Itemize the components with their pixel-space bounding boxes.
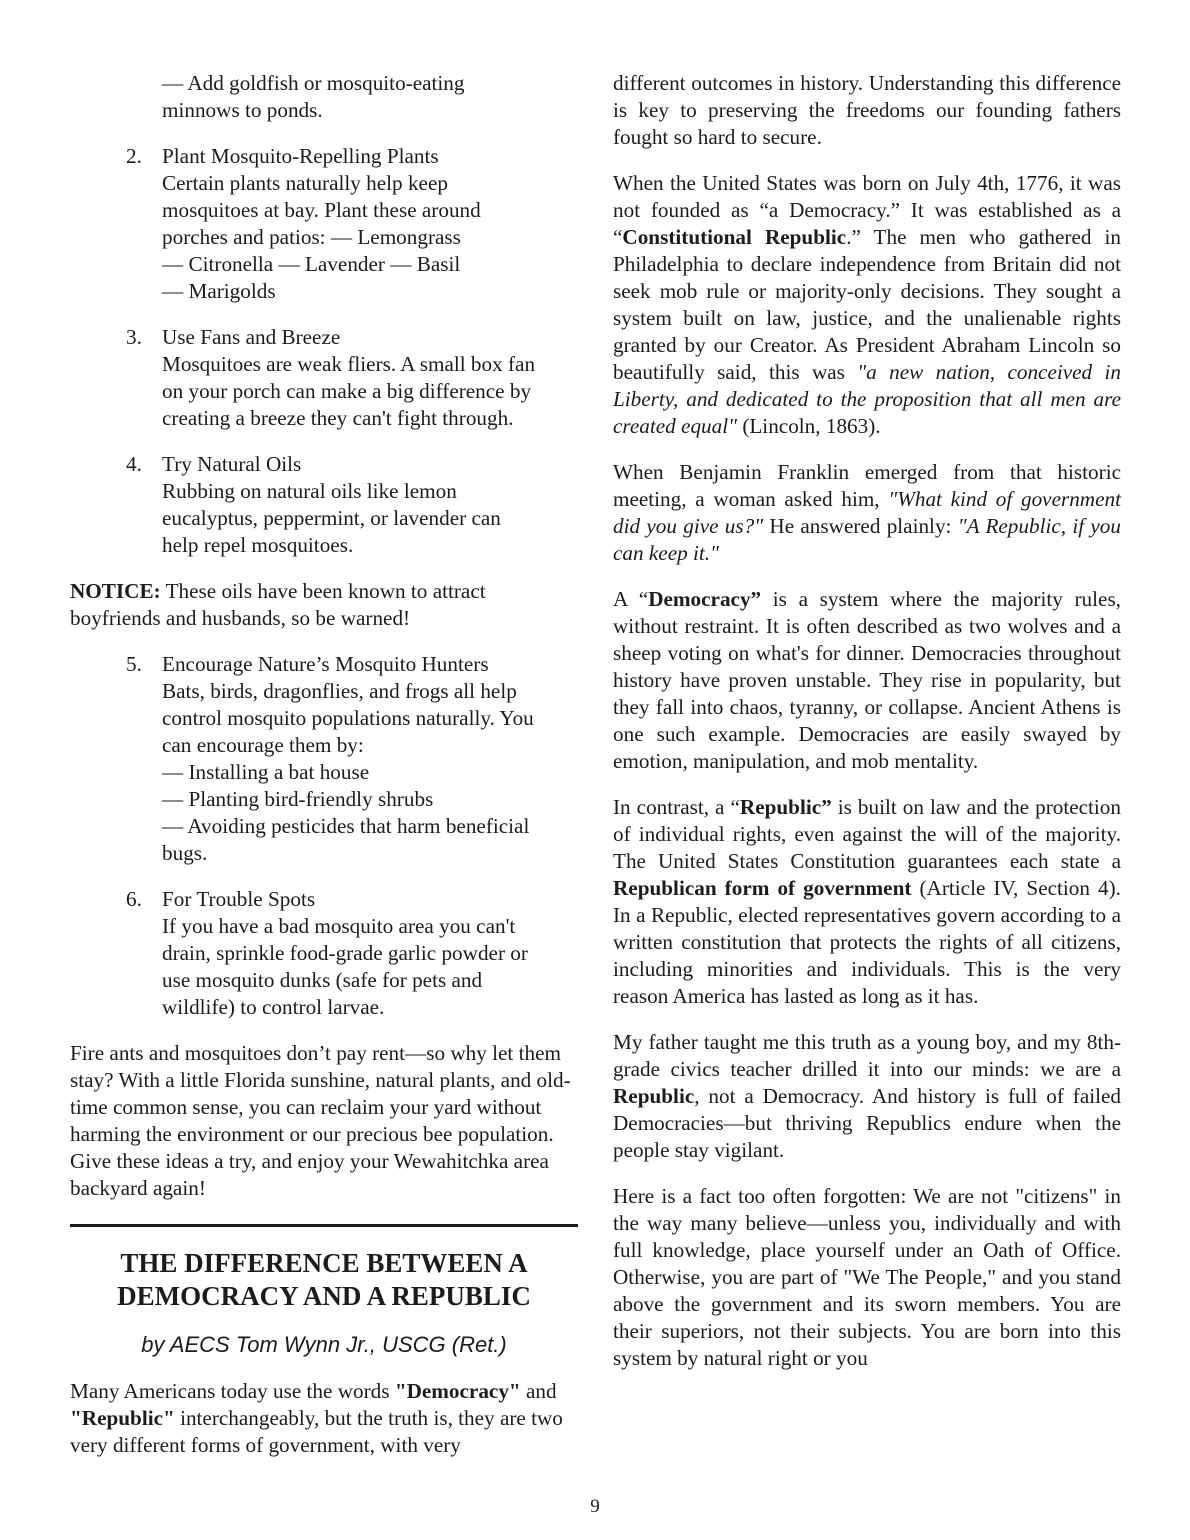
body-paragraph xyxy=(613,586,1121,775)
item-line: Rubbing on natural oils like lemon xyxy=(162,479,457,503)
item-line: help repel mosquitoes. xyxy=(162,533,354,557)
body-paragraph: different outcomes in history. Understanding this difference is key to preserving the freedoms our founding fathers fought so hard to secure. xyxy=(613,71,1121,149)
article-title-line: DEMOCRACY AND A REPUBLIC xyxy=(117,1281,531,1311)
bold-run: "Democracy" xyxy=(394,1379,521,1403)
body-paragraph xyxy=(613,794,1121,1010)
item-line: porches and patios: — Lemongrass xyxy=(162,225,461,249)
text-run: .” The men who gathered in Philadelphia to declare independence from Britain did not seek mob rule or majority-only decisions. They sought a system built on law, justice, and the unalienable rights granted by our Creator. As President Abraham Lincoln so beautifully said, this was xyxy=(613,225,1121,384)
text-run: and xyxy=(520,1379,557,1403)
quote-run: "A Republic, if you can keep it." xyxy=(613,514,1121,565)
text-run: (Article IV, Section 4). In a Republic, elected representatives govern according to a written constitution that protects the rights of all citizens, including minorities and individuals. This is the very reason America has lasted as long as it has. xyxy=(613,876,1121,1008)
item-line: use mosquito dunks (safe for pets and xyxy=(162,968,483,992)
quote-run: "a new nation, conceived in Liberty, and dedicated to the proposition that all men are created equal" xyxy=(613,360,1122,438)
text-run: A “ xyxy=(613,587,649,611)
article-title-line: THE DIFFERENCE BETWEEN A xyxy=(120,1248,528,1278)
item-line: control mosquito populations naturally. You xyxy=(162,706,534,730)
item-line: eucalyptus, peppermint, or lavender can xyxy=(162,506,501,530)
item-line: Certain plants naturally help keep xyxy=(162,171,448,195)
list-item xyxy=(126,651,578,867)
notice-paragraph xyxy=(70,578,578,632)
body-paragraph xyxy=(613,1029,1121,1164)
list-number: 3. xyxy=(126,325,142,349)
article-byline: by AECS Tom Wynn Jr., USCG (Ret.) xyxy=(141,1332,507,1357)
list-continuation xyxy=(70,70,578,124)
text-run: , not a Democracy. And history is full of failed Democracies—but thriving Republics endure when the people stay vigilant. xyxy=(613,1084,1121,1162)
list-number: 6. xyxy=(126,887,142,911)
item-line: drain, sprinkle food-grade garlic powder or xyxy=(162,941,528,965)
right-column xyxy=(613,70,1121,1391)
text-run: interchangeably, but the truth is, they are two very different forms of government, with very xyxy=(70,1406,563,1457)
body-paragraph xyxy=(613,170,1121,440)
item-line: Mosquitoes are weak fliers. A small box fan xyxy=(162,352,536,376)
list-item xyxy=(126,143,578,305)
tips-list-b xyxy=(70,651,578,1021)
item-line: — Avoiding pesticides that harm beneficial xyxy=(162,814,530,838)
bold-run: Democracy” xyxy=(648,587,762,611)
item-line: Bats, birds, dragonflies, and frogs all help xyxy=(162,679,517,703)
item-line: creating a breeze they can't fight through. xyxy=(162,406,514,430)
text-run: Many Americans today use the words xyxy=(70,1379,395,1403)
item-line: can encourage them by: xyxy=(162,733,364,757)
list-line: minnows to ponds. xyxy=(162,98,323,122)
list-item xyxy=(126,324,578,432)
item-line: — Installing a bat house xyxy=(162,760,370,784)
page-number: 9 xyxy=(590,1496,600,1517)
list-item xyxy=(126,451,578,559)
body-paragraph: Here is a fact too often forgotten: We are not "citizens" in the way many believe—unless you, individually and with full knowledge, place yourself under an Oath of Office. Otherwise, you are part of "We The People," and you stand above the government and its sworn members. You are their superiors, not their subjects. You are born into this system by natural right or you xyxy=(613,1184,1121,1370)
text-run: He answered plainly: xyxy=(763,514,958,538)
bold-run: Republic” xyxy=(739,795,832,819)
item-line: If you have a bad mosquito area you can't xyxy=(162,914,516,938)
item-line: — Marigolds xyxy=(162,279,276,303)
list-line: — Add goldfish or mosquito-eating xyxy=(162,71,465,95)
list-number: 2. xyxy=(126,144,142,168)
item-heading: Try Natural Oils xyxy=(162,452,302,476)
item-line: mosquitoes at bay. Plant these around xyxy=(162,198,481,222)
bold-run: Republic xyxy=(613,1084,695,1108)
text-run: is built on law and the protection of individual rights, even against the will of the majority. The United States Constitution guarantees each state a xyxy=(613,795,1121,873)
item-heading: Use Fans and Breeze xyxy=(162,325,341,349)
text-run: When Benjamin Franklin emerged from that historic meeting, a woman asked him, xyxy=(613,460,1121,511)
item-heading: Encourage Nature’s Mosquito Hunters xyxy=(162,652,489,676)
text-run: When the United States was born on July 4th, 1776, it was not founded as “a Democracy.” It was established as a “ xyxy=(613,171,1121,249)
text-run: is a system where the majority rules, without restraint. It is often described as two wolves and a sheep voting on what's for dinner. Democracies throughout history have proven unstable. They rise in popularity, but they fall into chaos, tyranny, or collapse. Ancient Athens is one such example. Democracies are easily swayed by emotion, manipulation, and mob mentality. xyxy=(613,587,1121,773)
item-line: bugs. xyxy=(162,841,208,865)
body-paragraph xyxy=(613,459,1121,567)
closing-paragraph: Fire ants and mosquitoes don’t pay rent—so why let them stay? With a little Florida sunshine, natural plants, and old-time common sense, you can reclaim your yard without harming the environment or our precious bee population. Give these ideas a try, and enjoy your Wewahitchka area backyard again! xyxy=(70,1041,571,1200)
item-line: — Citronella — Lavender — Basil xyxy=(162,252,461,276)
item-line: wildlife) to control larvae. xyxy=(162,995,385,1019)
list-number: 5. xyxy=(126,652,142,676)
bold-run: Constitutional Republic xyxy=(622,225,847,249)
item-line: — Planting bird-friendly shrubs xyxy=(162,787,434,811)
section-divider xyxy=(70,1224,578,1227)
tips-list-a xyxy=(70,143,578,559)
item-line: on your porch can make a big difference by xyxy=(162,379,532,403)
list-number: 4. xyxy=(126,452,142,476)
notice-text: These oils have been known to attract boyfriends and husbands, so be warned! xyxy=(70,579,486,630)
quote-run: "What kind of government did you give us?" xyxy=(613,487,1121,538)
bold-run: "Republic" xyxy=(70,1406,175,1430)
notice-label: NOTICE: xyxy=(70,579,161,603)
item-heading: Plant Mosquito-Repelling Plants xyxy=(162,144,439,168)
item-heading: For Trouble Spots xyxy=(162,887,316,911)
article-title xyxy=(70,1247,578,1313)
left-column xyxy=(70,70,578,1478)
text-run: In contrast, a “ xyxy=(613,795,740,819)
text-run: My father taught me this truth as a young boy, and my 8th-grade civics teacher drilled it into our minds: we are a xyxy=(613,1030,1121,1081)
intro-paragraph xyxy=(70,1378,578,1459)
list-item xyxy=(126,886,578,1021)
text-run: (Lincoln, 1863). xyxy=(737,414,881,438)
bold-run: Republican form of government xyxy=(613,876,912,900)
